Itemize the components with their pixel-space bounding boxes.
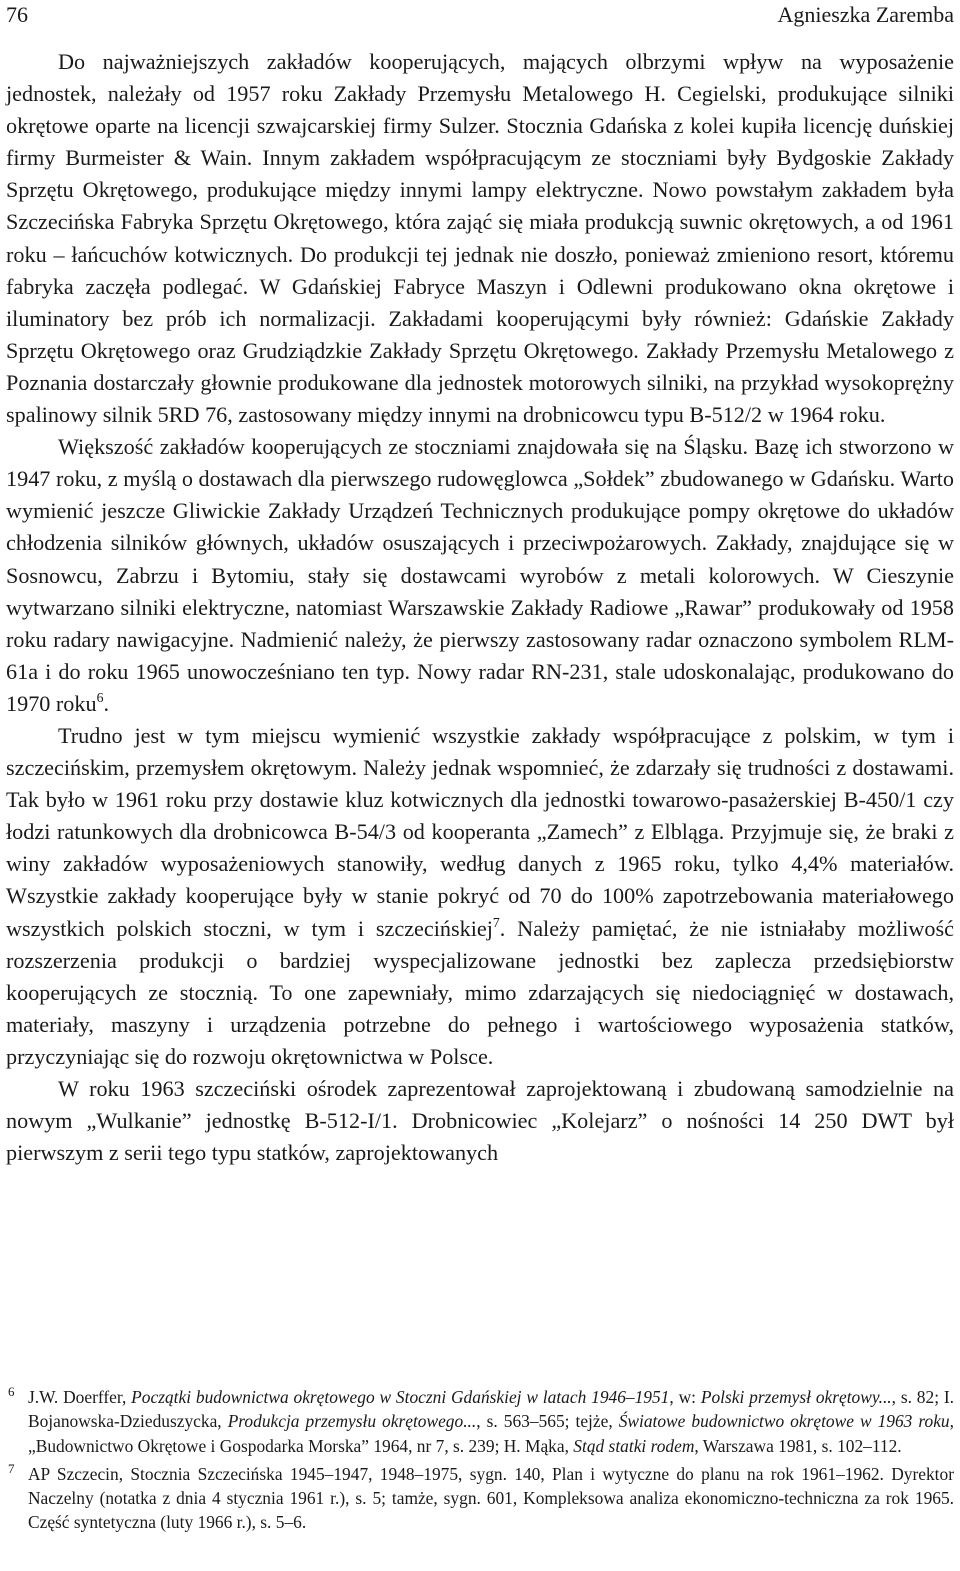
footnote-text: , Warszawa 1981, s. 102–112.	[694, 1435, 902, 1456]
footnote-number: 7	[8, 1460, 15, 1476]
footnote-text: , w:	[669, 1387, 701, 1407]
footnote-title: Światowe budownictwo okrętowe w 1963 roku	[618, 1411, 950, 1432]
footnote-text: , s. 563–565; tejże,	[476, 1411, 619, 1432]
footnote-title: Produkcja przemysłu okrętowego...	[227, 1411, 477, 1432]
paragraph-text: W roku 1963 szczeciński ośrodek zaprezentował zaprojektowaną i zbudowaną samodzielnie na nowym „Wulkanie” jednostkę B-512-I/1. Drobnicowiec „Kolejarz” o nośności 14 250 DWT był pierwszym z serii tego typu statków, zaprojektowanych	[6, 1076, 954, 1166]
footnote-ref-6[interactable]: 6	[96, 689, 104, 705]
paragraph-text: Do najważniejszych zakładów kooperujących, mających olbrzymi wpływ na wyposażenie jednostek, należały od 1957 roku Zakłady Przemysłu Metalowego H. Cegielski, produkujące silniki okrętowe oparte na licencji szwajcarskiej firmy Sulzer. Stocznia Gdańska z kolei kupiła licencję duńskiej firmy Burmeister & Wain. Innym zakładem współpracującym ze stoczniami były Bydgoskie Zakłady Sprzętu Okrętowego, produkujące między innymi lampy elektryczne. Nowo powstałym zakładem była Szczecińska Fabryka Sprzętu Okrętowego, która zająć się miała produkcją suwnic okrętowych, a od 1961 roku – łańcuchów kotwicznych. Do produkcji tej jednak nie doszło, ponieważ zmieniono resort, któremu fabryka zaczęła podlegać. W Gdańskiej Fabryce Maszyn i Odlewni produkowano okna okrętowe i iluminatory bez prób ich normalizacji. Zakładami kooperującymi były również: Gdańskie Zakłady Sprzętu Okrętowego oraz Grudziądzkie Zakłady Sprzętu Okrętowego. Zakłady Przemysłu Metalowego z Poznania dostarczały głownie produkowane dla jednostek motorowych silniki, na przykład wysokoprężny spalinowy silnik 5RD 76, zastosowany między innymi na drobnicowcu typu B-512/2 w 1964 roku.	[6, 49, 954, 428]
paragraph-text: .	[103, 690, 110, 716]
paragraph-text: Trudno jest w tym miejscu wymienić wszystkie zakłady współpracujące z polskim, w tym i szczecińskim, przemysłem okrętowym. Należy jednak wspomnieć, że zdarzały się trudności z dostawami. Tak było w 1961 roku przy dostawie kluz kotwicznych dla jednostki towarowo-pasażerskiej B-450/1 czy łodzi ratunkowych dla drobnicowca B-54/3 od kooperanta „Zamech” z Elbląga. Przyjmuje się, że braki z winy zakładów wyposażeniowych stanowiły, według danych z 1965 roku, tylko 4,4% materiałów. Wszystkie zakłady kooperujące były w stanie pokryć od 70 do 100% zapotrzebowania materiałowego wszystkich polskich stoczni, w tym i szczecińskiej	[6, 722, 954, 941]
footnote-text: , „Budownictwo Okrętowe i Gospodarka Morska” 1964, nr 7, s. 239; H. Mąka,	[28, 1411, 954, 1456]
footnote-text: AP Szczecin, Stocznia Szczecińska 1945–1947, 1948–1975, sygn. 140, Plan i wytyczne do planu na rok 1961–1962. Dyrektor Naczelny (notatka z dnia 4 stycznia 1961 r.), s. 5; tamże, sygn. 601, Kompleksowa analiza ekonomiczno-techniczna za rok 1965. Część syntetyczna (luty 1966 r.), s. 5–6.	[28, 1463, 954, 1533]
footnote-title: Stąd statki rodem	[573, 1435, 695, 1456]
paragraph	[6, 720, 954, 1073]
paragraph-text: Większość zakładów kooperujących ze stoczniami znajdowała się na Śląsku. Bazę ich stworzono w 1947 roku, z myślą o dostawach dla pierwszego rudowęglowca „Sołdek” zbudowanego w Gdańsku. Warto wymienić jeszcze Gliwickie Zakłady Urządzeń Technicznych produkujące pompy okrętowe do układów chłodzenia silników głównych, układów osuszających i przeciwpożarowych. Zakłady, znajdujące się w Sosnowcu, Zabrzu i Bytomiu, stały się dostawcami wyrobów z metali kolorowych. W Cieszynie wytwarzano silniki elektryczne, natomiast Warszawskie Zakłady Radiowe „Rawar” produkowały od 1958 roku radary nawigacyjne. Nadmienić należy, że pierwszy zastosowany radar oznaczono symbolem RLM-61a i do roku 1965 unowocześniano ten typ. Nowy radar RN-231, stale udoskonalając, produkowano do 1970 roku	[6, 434, 954, 716]
footnote-number: 6	[8, 1384, 15, 1399]
running-author: Agnieszka Zaremba	[777, 2, 954, 27]
footnote-title: Polski przemysł okrętowy...	[700, 1387, 892, 1407]
footnotes	[6, 1385, 954, 1539]
footnote-text: , s. 82; I. Bojanowska-Dzieduszycka,	[28, 1387, 955, 1432]
page-number: 76	[6, 2, 28, 27]
footnote-text: J.W. Doerffer,	[28, 1387, 132, 1407]
footnote-6	[6, 1385, 954, 1458]
running-header	[6, 2, 954, 32]
paragraph	[6, 431, 954, 720]
paragraph	[6, 46, 954, 431]
paragraph-text: . Należy pamiętać, że nie istniałaby możliwość rozszerzenia produkcji o bardziej wyspecjalizowane jednostki bez zaplecza przedsiębiorstw kooperujących ze stocznią. To one zapewniały, mimo zdarzających się niedociągnięć w dostawach, materiały, maszyny i urządzenia potrzebne do pełnego i wartościowego wyposażenia statków, przyczyniając się do rozwoju okrętownictwa w Polsce.	[6, 915, 954, 1069]
footnote-title: Początki budownictwa okrętowego w Stoczni Gdańskiej w latach 1946–1951	[131, 1387, 670, 1407]
footnote-ref-7[interactable]: 7	[492, 914, 500, 930]
body-text	[6, 46, 954, 1169]
paragraph	[6, 1073, 954, 1169]
footnote-7	[6, 1462, 954, 1535]
